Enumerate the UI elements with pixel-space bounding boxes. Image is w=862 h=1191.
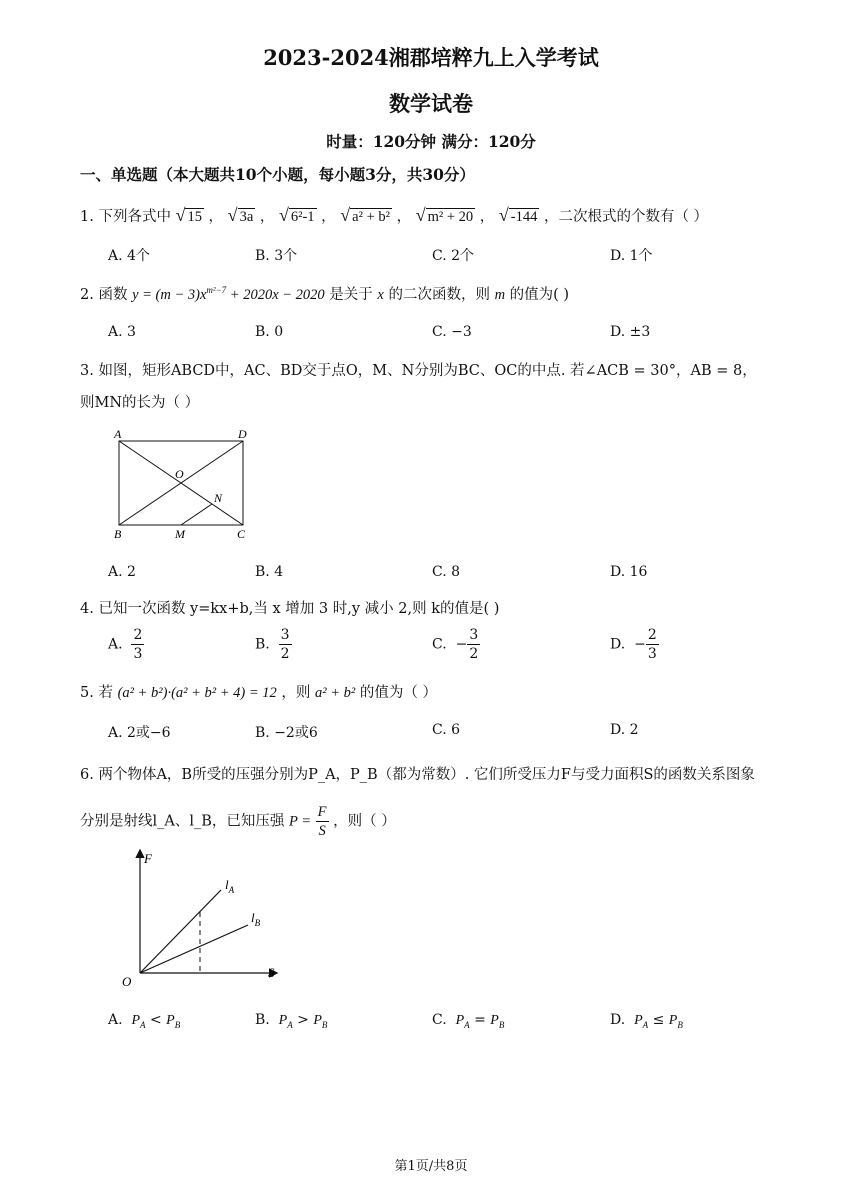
- radical-6: -144: [510, 209, 538, 225]
- rectangle-figure: [108, 425, 258, 543]
- question-1-stem: 1. 下列各式中 √ 15 ， √ 3a ， √ 6²-1 ， √ a² + b² ， √ m² + 20 ， √ -144 ，二次根式的个数有（ ）: [80, 205, 709, 225]
- exam-subtitle: 数学试卷: [389, 91, 473, 116]
- q1-option-b: B. 3个: [255, 248, 298, 264]
- q3-option-b: B. 4: [255, 564, 284, 580]
- q4-option-d: D. − $\frac{2}{3}$: [610, 627, 657, 662]
- q2-option-b: B. 0: [255, 324, 284, 340]
- ray-la: [140, 890, 221, 973]
- section-heading: 一、单选题（本大题共10个小题，每小题3分，共30分）: [80, 165, 475, 184]
- q2-option-d: D. ±3: [610, 324, 651, 340]
- q5-option-b: B. −2或6: [255, 725, 318, 741]
- label-origin: O: [122, 974, 132, 989]
- q1-option-c: C. 2个: [432, 248, 475, 264]
- label-f: F: [144, 851, 152, 866]
- label-n: N: [214, 491, 223, 505]
- question-3-line-1: 3. 如图，矩形ABCD中，AC、BD交于点O，M、N分别为BC、OC的中点. 若∠ACB = 30°，AB = 8，: [80, 363, 757, 379]
- q6-option-c: C. $P_A = P_B$: [432, 1012, 505, 1030]
- radical-4: a² + b²: [352, 209, 390, 225]
- radical-2: 3a: [239, 209, 254, 225]
- q3-option-a: A. 2: [108, 564, 136, 580]
- question-2-stem: 2. 函数 $y = (m - 3)x^{m^2-7} + 2020x - 2020$ 是关于 x 的二次函数，则 m 的值为( ): [80, 285, 570, 303]
- q4-option-c: C. − $\frac{3}{2}$: [432, 627, 479, 662]
- q4-option-b: B. $\frac{3}{2}$: [255, 627, 290, 662]
- q3-option-c: C. 8: [432, 564, 461, 580]
- q4-option-a: A. $\frac{2}{3}$: [108, 627, 143, 662]
- segment-mn: [181, 504, 212, 525]
- question-6-line-2: 分别是射线l_A、l_B，已知压强 P = $\frac{F}{S}$ ，则（ ）: [80, 804, 396, 839]
- q1-option-d: D. 1个: [610, 248, 653, 264]
- exam-title: 2023-2024湘郡培粹九上入学考试: [263, 45, 599, 70]
- q5-option-a: A. 2或−6: [108, 725, 171, 741]
- radical-3: 6²-1: [290, 209, 315, 225]
- label-c: C: [237, 527, 246, 541]
- question-3-line-2: 则MN的长为（ ）: [80, 395, 200, 411]
- q6-option-b: B. $P_A > P_B$: [255, 1012, 328, 1030]
- label-o: O: [175, 467, 184, 481]
- q2-option-c: C. −3: [432, 324, 472, 340]
- ray-lb: [140, 925, 248, 973]
- q1-option-a: A. 4个: [108, 248, 150, 264]
- radical-5: m² + 20: [427, 209, 474, 225]
- label-la: $l_A$: [225, 877, 235, 895]
- question-6-line-1: 6. 两个物体A，B所受的压强分别为P_A，P_B（都为常数）. 它们所受压力F与受力面积S的函数关系图象: [80, 767, 755, 783]
- label-s: S: [268, 965, 275, 980]
- label-lb: $l_B$: [251, 910, 261, 928]
- q5-option-c: C. 6: [432, 722, 461, 738]
- pressure-graph: [118, 845, 288, 990]
- page-number: 第1页/共8页: [394, 1159, 468, 1174]
- question-4-stem: 4. 已知一次函数 y=kx+b,当 x 增加 3 时,y 减小 2,则 k的值是( ): [80, 601, 500, 617]
- q2-option-a: A. 3: [108, 324, 136, 340]
- question-5-stem: 5. 若 (a² + b²)·(a² + b² + 4) = 12 ，则 a² + b² 的值为（ ）: [80, 685, 437, 701]
- q3-option-d: D. 16: [610, 564, 648, 580]
- label-m: M: [175, 527, 185, 541]
- label-a: A: [114, 427, 122, 441]
- q5-option-d: D. 2: [610, 722, 639, 738]
- label-b: B: [114, 527, 122, 541]
- label-d: D: [238, 427, 247, 441]
- radical-1: 15: [187, 209, 202, 225]
- exam-meta: 时量：120分钟 满分：120分: [326, 132, 536, 151]
- q6-option-a: A. $P_A < P_B$: [108, 1012, 181, 1030]
- q6-option-d: D. $P_A \le P_B$: [610, 1012, 683, 1030]
